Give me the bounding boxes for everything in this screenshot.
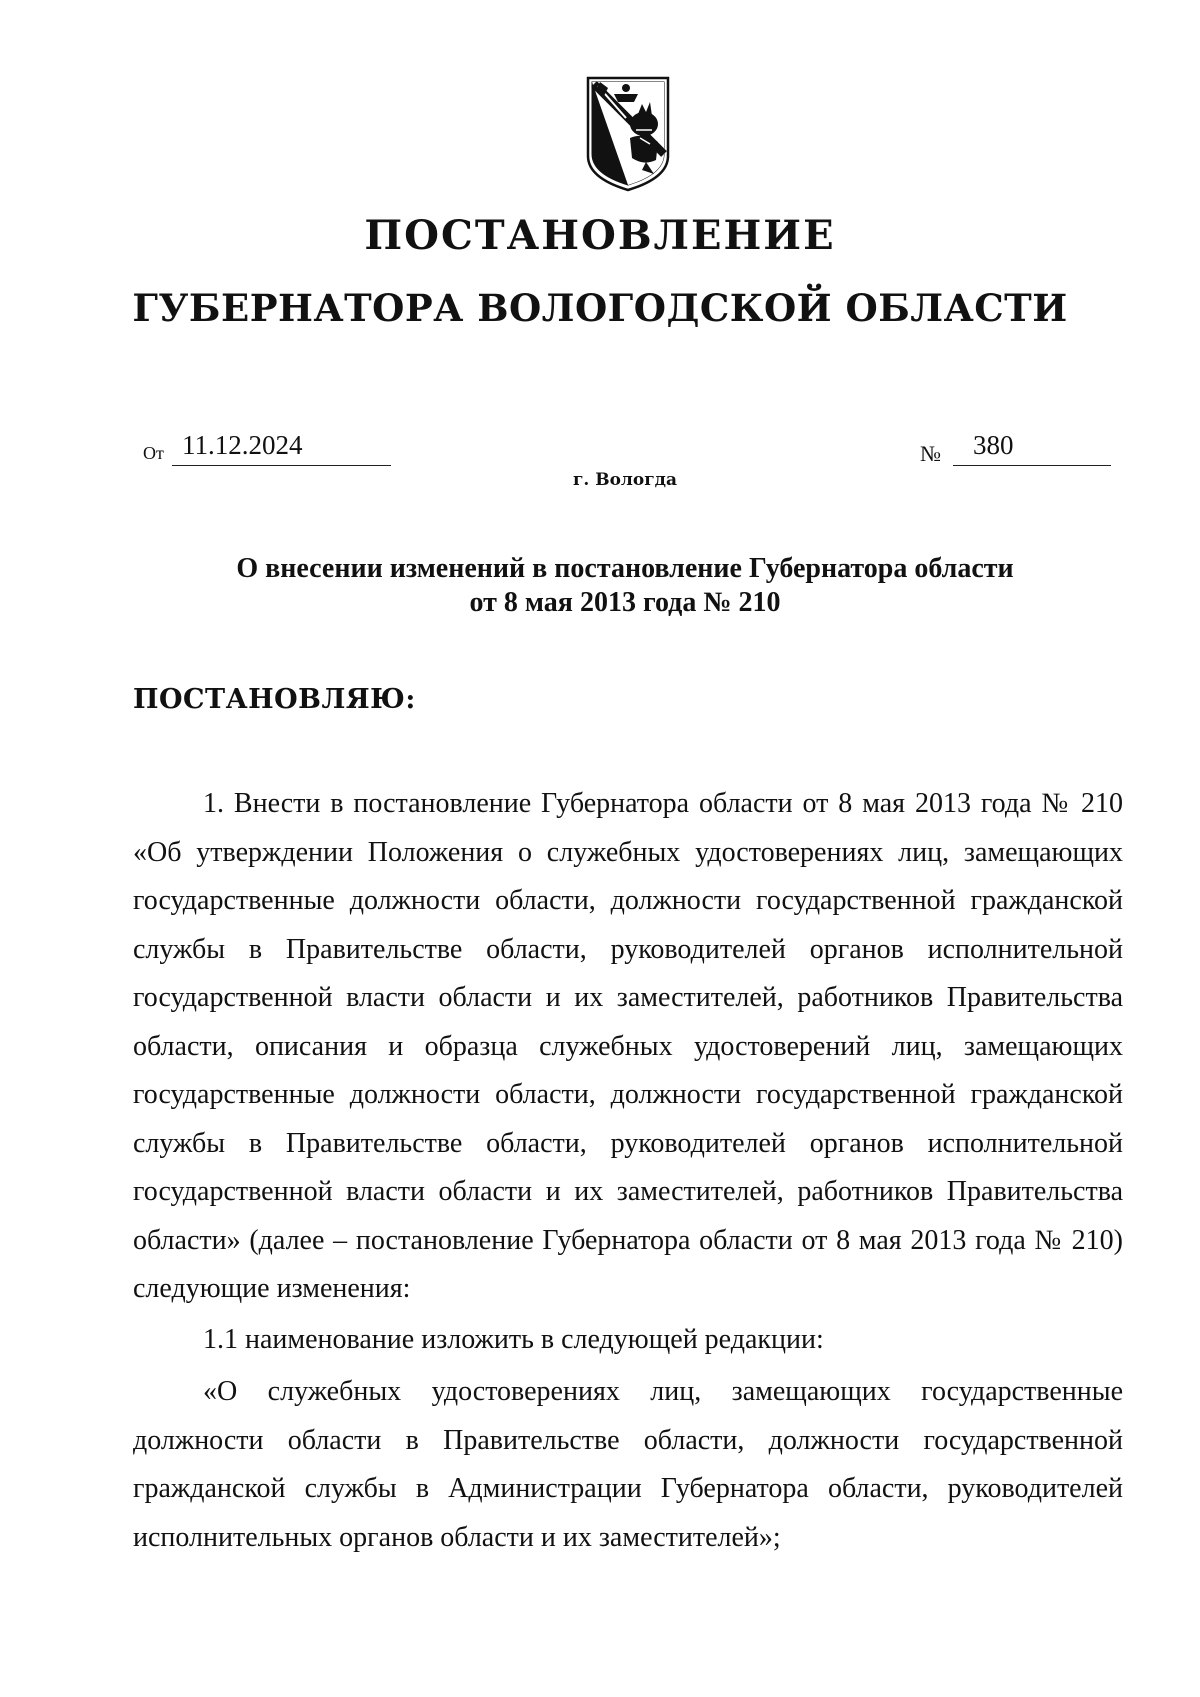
document-date: 11.12.2024 [172,428,391,466]
number-sign: № [920,441,941,466]
document-title: ПОСТАНОВЛЕНИЕ [364,212,836,259]
document-number: 380 [953,428,1111,466]
paragraph-1: 1. Внести в постановление Губернатора области от 8 мая 2013 года № 210 «Об утверждении Положения о служебных удостоверениях лиц, замещающих государственные должности области, должности государственной гражданской службы в Правительстве области, руководителей органов исполнительной государственной власти области и их заместителей, работников Правительства области, описания и образца служебных удостоверений лиц, замещающих государственные должности области, должности государственной гражданской службы в Правительстве области, руководителей органов исполнительной государственной власти области и их заместителей, работников Правительства области» (далее – постановление Губернатора области от 8 мая 2013 года № 210) следующие изменения: [133,788,1123,1304]
issuing-authority: ГУБЕРНАТОРА ВОЛОГОДСКОЙ ОБЛАСТИ [132,286,1068,330]
paragraph-quote: «О служебных удостоверениях лиц, замещающих государственные должности области в Правительстве области, должности государственной гражданской службы в Администрации Губернатора области, руководителей исполнительных органов области и их заместителей»; [133,1376,1123,1553]
subject-line-2: от 8 мая 2013 года № 210 [469,587,781,618]
decree-heading: ПОСТАНОВЛЯЮ: [133,684,416,715]
date-prefix: От [143,443,164,463]
subject-line-1: О внесении изменений в постановление Губернатора области [236,553,1014,584]
document-subject [150,552,1100,620]
paragraph-1-1: 1.1 наименование изложить в следующей редакции: [203,1324,824,1355]
document-city: г. Вологда [572,470,678,490]
coat-of-arms-icon [584,74,672,194]
